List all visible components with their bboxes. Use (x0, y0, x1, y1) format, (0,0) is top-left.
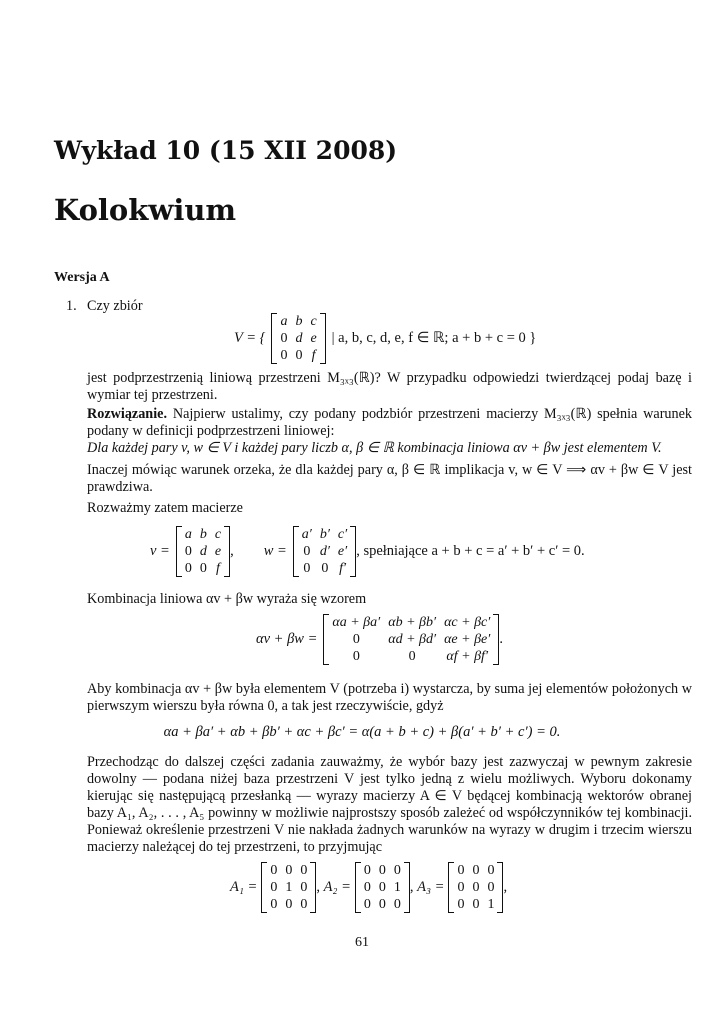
matrix-cell: αa + βa′ (332, 614, 381, 630)
matrix-cell: 1 (285, 879, 293, 895)
matrix-cell: e′ (337, 543, 348, 559)
matrix-cell: 0 (363, 879, 371, 895)
matrix-cell: b (295, 313, 303, 329)
w-matrix (293, 526, 356, 577)
page-number: 61 (355, 935, 369, 950)
matrix-cell: d (199, 543, 207, 559)
matrix-cell: 0 (184, 543, 192, 559)
matrix-cell: 0 (472, 879, 480, 895)
matrix-cell: 0 (457, 896, 465, 912)
vw-tail: , spełniające a + b + c = a′ + b′ + c′ = 0. (356, 543, 585, 559)
solution-paragraph-4: Kombinacja liniowa αv + βw wyraża się wzorem (87, 591, 367, 607)
set-condition: | a, b, c, d, e, f ∈ ℝ; a + b + c = 0 } (331, 330, 537, 346)
basis-a3-label: A₃ = (417, 879, 445, 895)
matrix-cell: 0 (457, 879, 465, 895)
matrix-cell: 0 (408, 648, 416, 664)
matrix-cell: 0 (378, 896, 386, 912)
matrix-cell: b (199, 526, 207, 542)
equation-v-w: v = a b c 0 d e 0 0 f , w = a′ b′ c′ 0 d′ e′ 0 0 f′ , spełniające a + b + c = a′ + b′ + c′ = 0. (150, 526, 585, 576)
matrix-cell: 0 (363, 862, 371, 878)
problem-intro: Czy zbiór (87, 298, 143, 314)
matrix-cell: c (310, 313, 317, 329)
matrix-cell: 0 (303, 560, 311, 576)
matrix-cell: 0 (352, 648, 360, 664)
v-matrix (176, 526, 230, 577)
basis-a2-matrix (355, 862, 410, 913)
matrix-cell: 0 (285, 862, 293, 878)
v-lhs: v = (150, 543, 170, 559)
matrix-cell: 0 (352, 631, 360, 647)
matrix-cell: c′ (337, 526, 348, 542)
solution-paragraph-5: Aby kombinacja αv + βw była elementem V (potrzeba i) wystarcza, by suma jej elementów położonych w pierwszym wierszu była równa 0, a tak jest rzeczywiście, gdyż (87, 681, 692, 714)
matrix-cell: 0 (270, 896, 278, 912)
matrix-cell: αf + βf′ (446, 648, 489, 664)
matrix-cell: f′ (339, 560, 347, 576)
solution-p1-text: Najpierw ustalimy, czy podany podzbiór przestrzeni macierzy M₃ₓ₃(ℝ) spełnia warunek podany w definicji podprzestrzeni liniowej: (87, 406, 692, 439)
matrix-cell: a (184, 526, 192, 542)
solution-label: Rozwiązanie. (87, 406, 167, 422)
matrix-cell: 0 (378, 879, 386, 895)
solution-paragraph-6: Przechodząc do dalszej części zadania zauważmy, że wybór bazy jest zazwyczaj w pewnym zakresie dowolny — podana niżej baza przestrzeni V jest tylko jedną z wielu możliwych. Wyboru dokonamy kierując się następującą przesłanką — wyrazy macierzy A ∈ V będącej kombinacją wektorów obranej bazy A₁, A₂, . . . , A₅ powinny w możliwie najprostszy sposób zależeć od współczynników tej kombinacji. Ponieważ określenie przestrzeni V nie nakłada żadnych warunków na wyrazy w drugim i trzecim wierszu macierzy należącej do tej przestrzeni, to przyjmując (87, 754, 692, 855)
matrix-cell: 0 (363, 896, 371, 912)
matrix-cell: d′ (319, 543, 330, 559)
matrix-cell: 0 (270, 862, 278, 878)
matrix-cell: e (214, 543, 222, 559)
matrix-cell: 0 (303, 543, 311, 559)
solution-p1-italic: Dla każdej pary v, w ∈ V i każdej pary liczb α, β ∈ ℝ kombinacja liniowa αv + βw jest elementem V. (87, 440, 662, 456)
basis-a1-label: A₁ = (230, 879, 258, 895)
matrix-cell: 0 (300, 896, 308, 912)
comb-lhs: αv + βw = (256, 631, 318, 647)
matrix-cell: c (214, 526, 222, 542)
basis-a2-label: A₂ = (323, 879, 351, 895)
solution-paragraph-1 (87, 406, 692, 457)
matrix-cell: 0 (487, 862, 495, 878)
basis-a1-matrix (261, 862, 316, 913)
matrix-cell: 0 (457, 862, 465, 878)
set-lhs: V = { (234, 330, 266, 346)
matrix-cell: 0 (280, 347, 288, 363)
matrix-cell: 1 (393, 879, 401, 895)
equation-sum: αa + βa′ + αb + βb′ + αc + βc′ = α(a + b + c) + β(a′ + b′ + c′) = 0. (163, 724, 561, 740)
comb-matrix (323, 614, 499, 665)
matrix-cell: αe + βe′ (444, 631, 491, 647)
matrix-cell: 0 (300, 862, 308, 878)
set-matrix (271, 313, 325, 364)
matrix-cell: αb + βb′ (388, 614, 437, 630)
matrix-cell: 0 (295, 347, 303, 363)
basis-equations: A₁ = 0 0 0 0 1 0 0 0 0 , A₂ = 0 0 0 0 0 1 0 0 0 , A₃ = 0 0 0 0 0 0 0 0 1 , (230, 862, 508, 912)
matrix-cell: 1 (487, 896, 495, 912)
matrix-cell: 0 (487, 879, 495, 895)
matrix-cell: 0 (270, 879, 278, 895)
w-lhs: w = (263, 543, 287, 559)
matrix-cell: 0 (472, 896, 480, 912)
matrix-cell: 0 (300, 879, 308, 895)
solution-paragraph-2: Inaczej mówiąc warunek orzeka, że dla każdej pary α, β ∈ ℝ implikacja v, w ∈ V ⟹ αv + βw ∈ V jest prawdziwa. (87, 462, 692, 495)
equation-combination: αv + βw = αa + βa′ αb + βb′ αc + βc′ 0 αd + βd′ αe + βe′ 0 0 αf + βf′ . (256, 614, 503, 664)
version-heading: Wersja A (54, 270, 110, 285)
basis-a3-matrix (448, 862, 503, 913)
matrix-cell: 0 (378, 862, 386, 878)
matrix-cell: 0 (321, 560, 329, 576)
matrix-cell: 0 (472, 862, 480, 878)
lecture-title: Wykład 10 (15 XII 2008) (54, 136, 398, 165)
matrix-cell: 0 (280, 330, 288, 346)
matrix-cell: αd + βd′ (388, 631, 437, 647)
topic-title: Kolokwium (54, 193, 237, 227)
matrix-cell: b′ (319, 526, 330, 542)
matrix-cell: 0 (184, 560, 192, 576)
matrix-cell: 0 (393, 896, 401, 912)
matrix-cell: 0 (199, 560, 207, 576)
matrix-cell: d (295, 330, 303, 346)
matrix-cell: f (216, 560, 220, 576)
problem-number: 1. (66, 298, 77, 314)
matrix-cell: a (280, 313, 288, 329)
problem-question: jest podprzestrzenią liniową przestrzeni M₃ₓ₃(ℝ)? W przypadku odpowiedzi twierdzącej podaj bazę i wymiar tej przestrzeni. (87, 370, 692, 403)
set-definition (234, 313, 536, 364)
matrix-cell: αc + βc′ (444, 614, 491, 630)
matrix-cell: 0 (285, 896, 293, 912)
matrix-cell: f (311, 347, 316, 363)
matrix-cell: e (310, 330, 317, 346)
solution-paragraph-3: Rozważmy zatem macierze (87, 500, 243, 516)
matrix-cell: a′ (301, 526, 312, 542)
matrix-cell: 0 (393, 862, 401, 878)
